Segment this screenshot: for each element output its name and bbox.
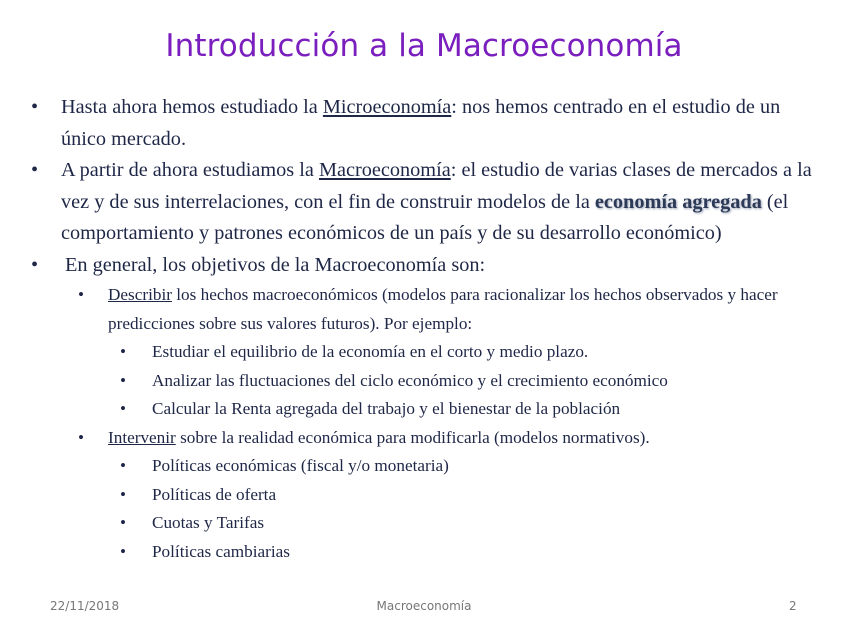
slide-title: Introducción a la Macroeconomía: [165, 28, 683, 64]
bullet-text: : nos hemos centrado en el estudio de un único mercado.: [61, 96, 781, 150]
bullet-text: Hasta ahora hemos estudiado la: [61, 96, 323, 118]
bullet-icon: •: [120, 541, 127, 561]
bullet-icon: •: [31, 253, 39, 276]
bullet-text: : el estudio de varias clases de mercados a la vez y de sus interrelaciones, con el fin de construir modelos de la: [61, 159, 812, 213]
list-item-text: Cuotas y Tarifas: [152, 513, 265, 532]
footer-date: 22/11/2018: [50, 599, 120, 613]
list-item: [0, 509, 848, 538]
bullet-icon: •: [31, 159, 39, 181]
describir-link[interactable]: Describir: [108, 285, 172, 304]
bullet-icon: •: [78, 427, 85, 447]
list-item-text: Estudiar el equilibrio de la economía en el corto y medio plazo.: [152, 342, 589, 361]
list-item-text: Políticas de oferta: [152, 484, 277, 504]
bullet-icon: •: [120, 370, 127, 390]
bullet-icon: •: [31, 96, 39, 118]
bullet-icon: •: [120, 456, 127, 475]
bullet-icon: •: [120, 399, 127, 418]
list-item-text: Políticas económicas (fiscal y/o monetaria): [152, 456, 449, 475]
list-item: [0, 452, 848, 481]
bullet-objetivos: [0, 250, 848, 282]
bullet-text: los hechos macroeconómicos (modelos para racionalizar los hechos observados y hacer predicciones sobre sus valores futuros). Por ejemplo:: [108, 285, 778, 333]
subbullet-describir: [0, 281, 848, 338]
list-item-text: Políticas cambiarias: [152, 541, 290, 561]
slide-content: [0, 92, 848, 566]
list-item: [0, 338, 848, 367]
list-item-text: Calcular la Renta agregada del trabajo y el bienestar de la población: [152, 399, 621, 418]
list-item-text: Analizar las fluctuaciones del ciclo económico y el crecimiento económico: [152, 370, 668, 390]
subbullet-intervenir: [0, 424, 848, 453]
economia-agregada-highlight: economía agregada: [594, 190, 762, 213]
bullet-text: A partir de ahora estudiamos la: [61, 159, 319, 181]
bullet-microeconomia: [0, 92, 848, 155]
bullet-text: sobre la realidad económica para modificarla (modelos normativos).: [175, 427, 650, 447]
bullet-icon: •: [120, 342, 127, 361]
page-number: 2: [789, 599, 797, 613]
bullet-icon: •: [120, 513, 127, 532]
bullet-macroeconomia: [0, 155, 848, 250]
list-item: [0, 538, 848, 567]
bullet-icon: •: [78, 285, 85, 304]
bullet-text: (el comportamiento y patrones económicos de un país y de su desarrollo económico): [61, 190, 789, 244]
bullet-text: En general, los objetivos de la Macroeconomía son:: [65, 253, 486, 276]
macroeconomia-link[interactable]: Macroeconomía: [318, 159, 451, 181]
list-item: [0, 395, 848, 424]
list-item: [0, 481, 848, 510]
intervenir-link[interactable]: Intervenir: [108, 427, 176, 447]
footer-title: Macroeconomía: [376, 599, 472, 613]
bullet-icon: •: [120, 484, 127, 504]
list-item: [0, 367, 848, 396]
microeconomia-link[interactable]: Microeconomía: [322, 96, 452, 118]
